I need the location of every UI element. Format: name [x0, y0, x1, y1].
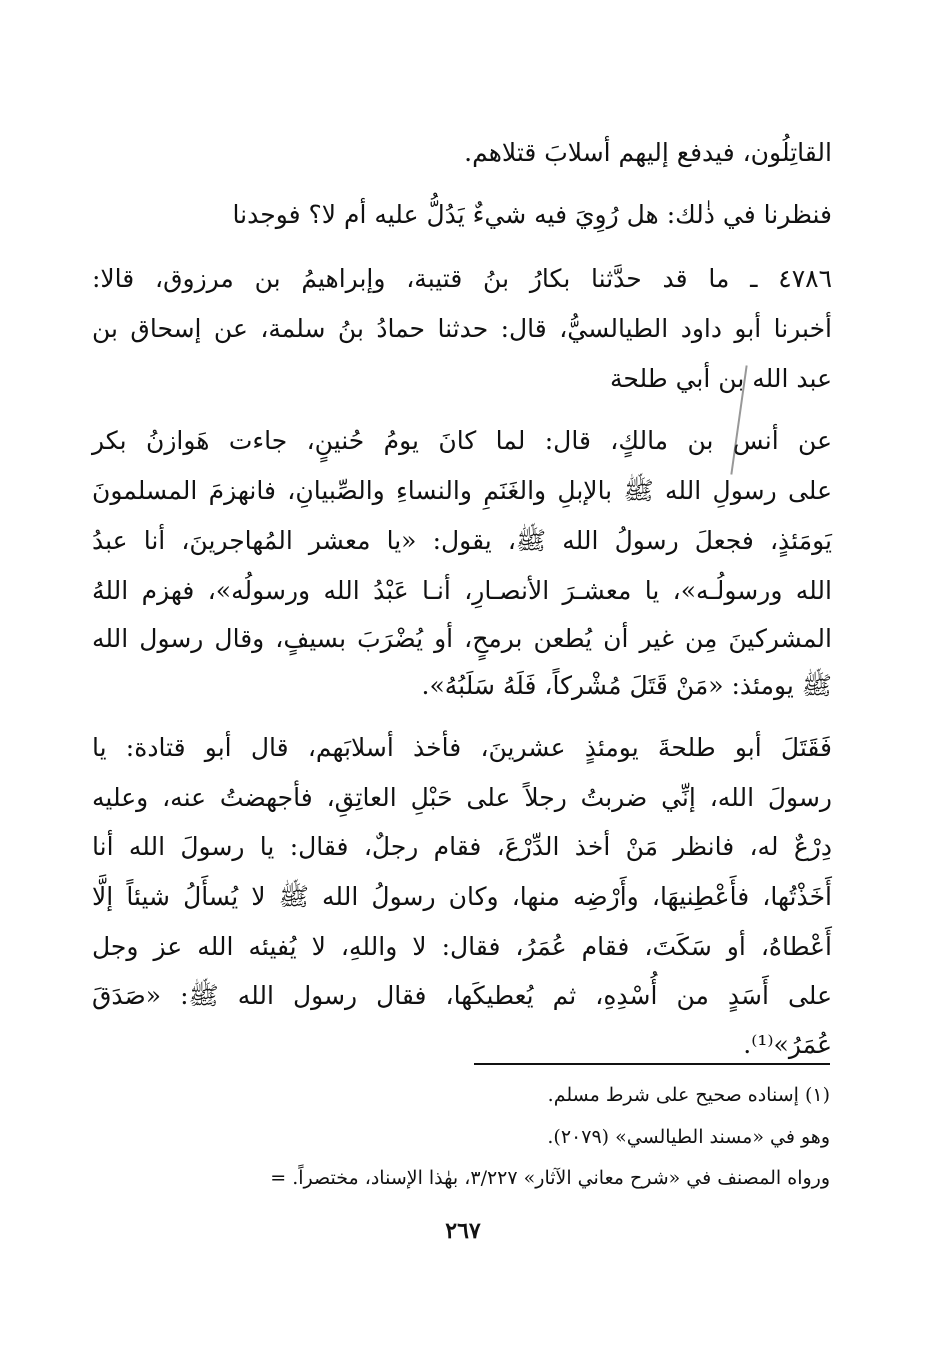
text-line: المشركينَ مِن غير أن يُطعن برمحٍ، أو يُضْرَبَ بسيفٍ، وقال رسول الله: [92, 624, 832, 653]
text-line: فَقَتَلَ أبو طلحةَ يومئذٍ عشرينَ، فأخذ أسلابَهم، قال أبو قتادة: يا: [92, 733, 832, 762]
footnote-line: (١) إسناده صحيح على شرط مسلم.: [547, 1084, 830, 1106]
text-line: الله ورسولُـه»، يا معشـرَ الأنصـارِ، أنـا عَبْدُ الله ورسولُه»، فهزم اللهُ: [92, 576, 832, 605]
text-line: على رسولِ الله ﷺ بالإبلِ والغَنَمِ والنساءِ والصِّبيانِ، فانهزمَ المسلمونَ: [92, 476, 832, 505]
text-line: عبد الله بن أبي طلحة: [609, 364, 832, 393]
text-line: أَعْطاهُ، أو سَكَتَ، فقام عُمَرُ، فقال: لا واللهِ، لا يُفيئه الله عز وجل: [92, 932, 832, 961]
text-line: عُمَرُ»⁽¹⁾.: [743, 1030, 832, 1059]
text-line: القاتِلُون، فيدفع إليهم أسلابَ قتلاهم.: [464, 138, 832, 167]
hadith-number-line: ٤٧٨٦ ـ ما قد حدَّثنا بكارُ بنُ قتيبة، وإبراهيمُ بن مرزوق، قالا:: [92, 264, 832, 293]
text-line: يَومَئذٍ، فجعلَ رسولُ الله ﷺ، يقول: «يا معشر المُهاجرينَ، أنا عبدُ: [92, 526, 832, 555]
text-line: دِرْعٌ له، فانظر مَنْ أخذ الدِّرْعَ، فقام رجلٌ، فقال: يا رسولَ الله أنا: [92, 832, 832, 861]
text-line: أخبرنا أبو داود الطيالسيُّ، قال: حدثنا حمادُ بنُ سلمة، عن إسحاق بن: [92, 314, 832, 343]
page-number: ٢٦٧: [445, 1218, 481, 1244]
text-line: عن أنس بن مالكٍ، قال: لما كانَ يومُ حُنينٍ، جاءت هَوازنُ بكر: [92, 426, 832, 455]
text-line: رسولَ الله، إنِّي ضربتُ رجلاً على حَبْلِ العاتِقِ، فأجهضتُ عنه، وعليه: [92, 783, 832, 812]
text-line: على أَسَدٍ من أُسْدِهِ، ثم يُعطيكَها، فقال رسول الله ﷺ: «صَدَقَ: [92, 981, 832, 1010]
text-line: أَخَذْتُها، فأَعْطِنيهَا، وأَرْضِه منها، وكان رسولُ الله ﷺ لا يُسأَلُ شيئاً إلَّا: [92, 882, 832, 911]
text-line: ﷺ يومئذ: «مَنْ قَتَلَ مُشْركاً، فَلَهُ سَلَبُهُ».: [421, 671, 832, 700]
footnote-line: ورواه المصنف في «شرح معاني الآثار» ٣/٢٢٧، بهٰذا الإسناد، مختصراً. =: [270, 1167, 830, 1189]
text-line: فنظرنا في ذٰلك: هل رُوِيَ فيه شيءٌ يَدُلُّ عليه أم لا؟ فوجدنا: [232, 200, 832, 229]
footnote-line: وهو في «مسند الطيالسي» (٢٠٧٩).: [547, 1126, 830, 1148]
footnote-divider: [474, 1063, 830, 1065]
